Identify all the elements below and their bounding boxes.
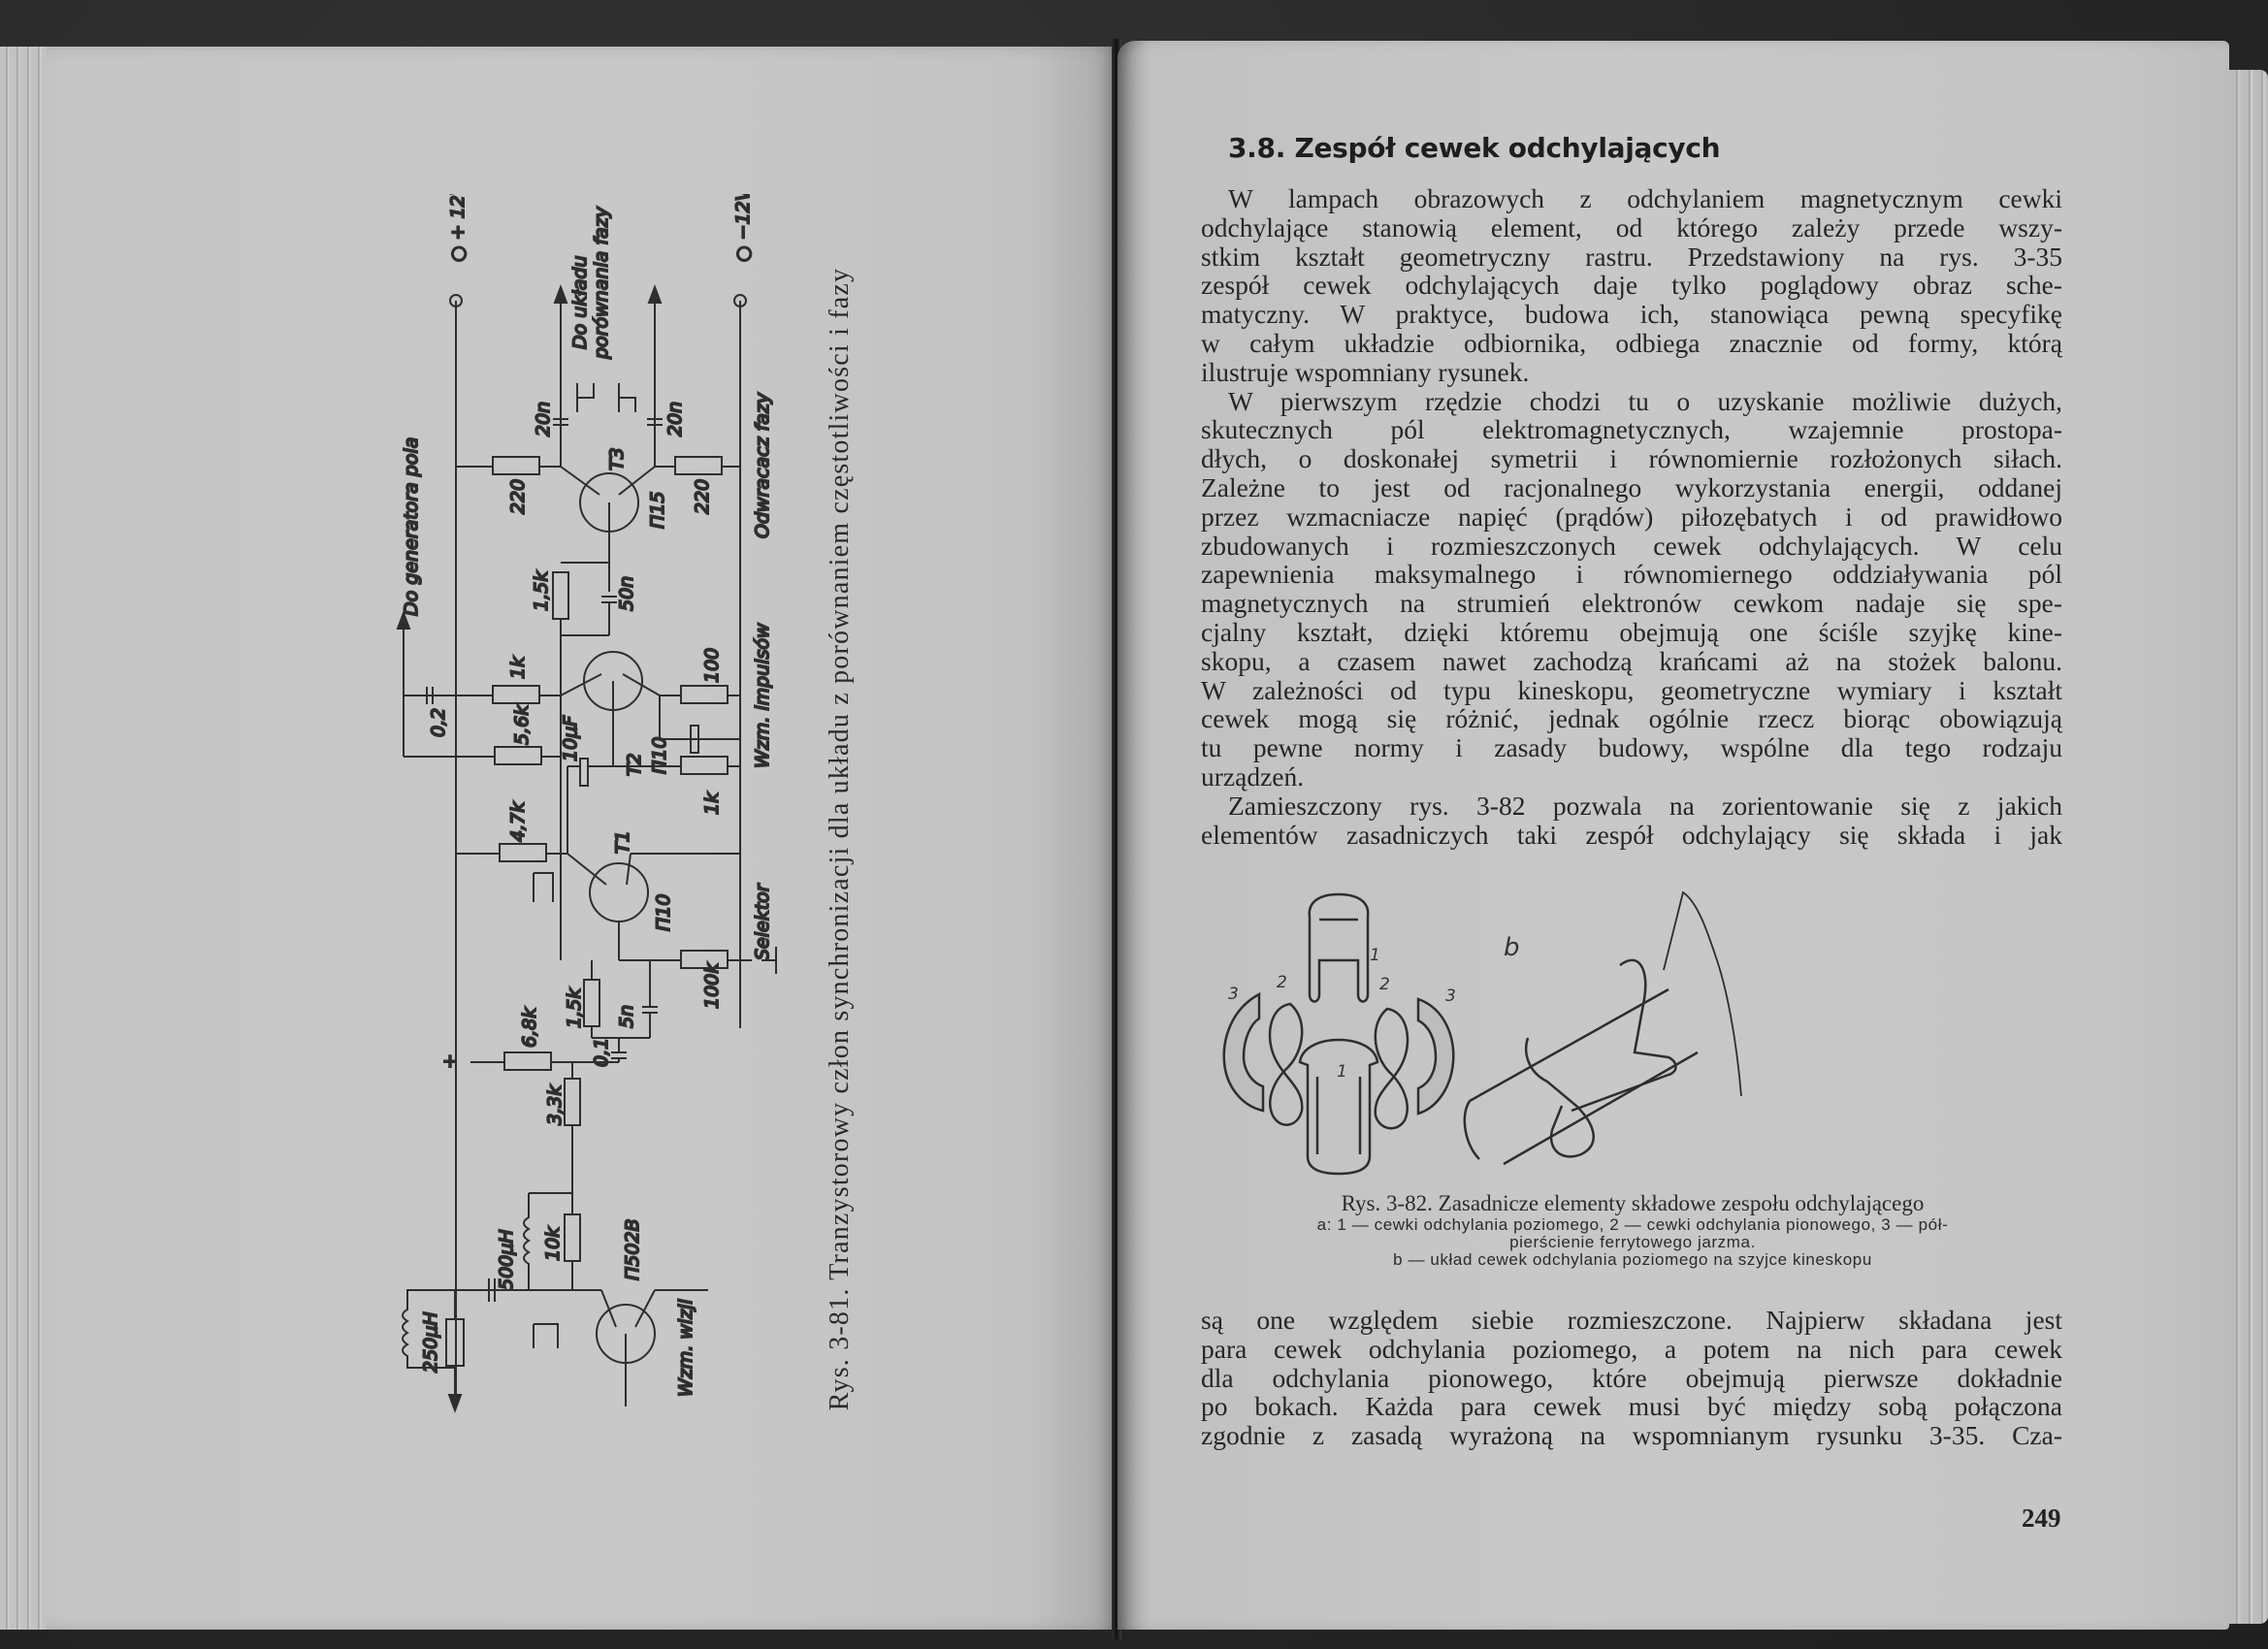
label-plus-12v: ○ + 12V: [447, 194, 469, 262]
vertical-coil-right: [1376, 1009, 1408, 1128]
figure-caption-line-a2: pierścienie ferrytowego jarzma.: [1509, 1233, 1756, 1251]
ferrite-half-ring-right: [1418, 999, 1453, 1114]
label-t2-type: П10: [649, 736, 670, 774]
sync-circuit-diagram: [369, 194, 815, 1416]
label-wzm-impulsow: Wzm. impulsów: [752, 623, 773, 768]
inductor-500uh: [524, 1193, 529, 1280]
label-t3: T3: [606, 447, 628, 470]
text-line: po bokach. Każda para cewek musi być między sobą połączona: [1201, 1391, 2062, 1422]
label-4-7k: 4,7k: [507, 801, 529, 842]
label-220-b: 220: [692, 478, 713, 514]
resistor-100: [681, 686, 728, 703]
text-line: matyczny. W praktyce, budowa ich, stanowiąca pewną specyfikę: [1201, 299, 2062, 330]
figure-label-3-right: 3: [1445, 986, 1456, 1006]
label-1k-a: 1k: [507, 656, 529, 679]
page-stack-edge-left: [0, 47, 47, 1630]
body-text-block-2: [1201, 1306, 2062, 1450]
text-line: ilustruje wspomniany rysunek.: [1201, 356, 1530, 387]
text-line: W pierwszym rzędzie chodzi tu o uzyskanie możliwie dużych,: [1228, 385, 2062, 416]
text-line: dłych, o doskonałej symetrii i równomiernie rozłożonych siłach.: [1201, 443, 2062, 474]
label-do-generatora: Do generatora pola: [401, 436, 422, 616]
figure-label-1-bottom: 1: [1337, 1062, 1347, 1082]
label-5n: 5n: [616, 1004, 637, 1028]
pulse-shape-3: [534, 873, 553, 902]
label-1k-b: 1k: [701, 792, 723, 815]
label-t1-type: П10: [653, 893, 674, 931]
pulse-shape-1: [577, 383, 594, 412]
label-100k: 100k: [701, 962, 723, 1009]
arrow-down-ground: [449, 1395, 461, 1410]
transistor-t1: [590, 863, 648, 922]
text-line: odchylające stanowią element, od którego zależy przede wszy-: [1201, 211, 2062, 242]
resistor-220-b: [675, 457, 722, 474]
label-10k: 10k: [542, 1226, 564, 1261]
body-text-block-1: [1201, 184, 2062, 849]
figure-caption-line-b: b — układ cewek odchylania poziomego na szyjce kineskopu: [1393, 1250, 1872, 1269]
figure-caption-title: Rys. 3-82. Zasadnicze elementy składowe zespołu odchylającego: [1341, 1191, 1925, 1215]
resistor-1-5k-b: [584, 980, 599, 1026]
resistor-5-6k: [495, 747, 541, 764]
text-line: skutecznych pól elektromagnetycznych, wzajemnie prostopa-: [1201, 414, 2062, 445]
text-line: tu pewne normy i zasady budowy, wspólne dla tego rodzaju: [1201, 732, 2062, 763]
label-20n-a: 20n: [533, 401, 554, 436]
text-line: magnetycznych na strumień elektronów cewkom nadaje się spe-: [1201, 588, 2062, 619]
text-line: zbudowanych i rozmieszczonych cewek odchylających. W celu: [1201, 530, 2062, 561]
label-250uh: 250μH: [420, 1311, 441, 1373]
label-1-5k-a: 1,5k: [531, 570, 552, 611]
figure-label-2-right: 2: [1379, 975, 1390, 994]
resistor-6-8k: [504, 1052, 551, 1070]
text-line: cjalny kształt, dzięki któremu obejmują one ściśle szyjkę kine-: [1201, 616, 2062, 647]
section-title: 3.8. Zespół cewek odchylających: [1228, 132, 1721, 164]
page-number: 249: [2022, 1504, 2061, 1533]
resistor-1-5k-a: [553, 572, 568, 619]
text-line: elementów zasadniczych taki zespół odchylający się składa i jak: [1201, 819, 2062, 850]
label-220-a: 220: [507, 478, 529, 514]
text-line: przez wzmacniacze napięć (prądów) piłozębatych i od prawidłowo: [1201, 501, 2062, 532]
horizontal-coil-on-neck: [1526, 960, 1675, 1156]
label-6-8k: 6,8k: [519, 1007, 540, 1048]
text-line: zapewnienia maksymalnego i równomiernego oddziaływania pól: [1201, 559, 2062, 590]
label-0-2: 0,2: [428, 707, 449, 737]
text-line: para cewek odchylania poziomego, a potem na nich para cewek: [1201, 1333, 2062, 1364]
text-line: Zamieszczony rys. 3-82 pozwala na zorientowanie się z jakich: [1228, 790, 2062, 821]
text-line: zgodnie z zasadą wyrażoną na wspomnianym rysunku 3-35. Cza-: [1201, 1420, 2062, 1451]
label-5-6k: 5,6k: [511, 704, 533, 745]
vertical-coil-left: [1270, 1004, 1302, 1125]
resistor-220-a: [493, 457, 539, 474]
label-3-3k: 3,3k: [544, 1084, 566, 1125]
label-minus-12v: ○ −12V: [732, 194, 754, 262]
text-line: dla odchylania pionowego, które obejmują pierwsze dokładnie: [1201, 1362, 2062, 1393]
figure-label-b: b: [1504, 933, 1520, 962]
label-t2: T2: [624, 753, 645, 776]
text-line: są one względem siebie rozmieszczone. Najpierw składana jest: [1201, 1305, 2062, 1335]
text-line: stkim kształt geometryczny rastru. Przedstawiony na rys. 3-35: [1201, 241, 2062, 272]
text-line: W lampach obrazowych z odchylaniem magnetycznym cewki: [1228, 183, 2062, 213]
resistor-1k-a: [493, 686, 539, 703]
resistor-4-7k: [500, 844, 546, 861]
label-10uf: 10μF: [560, 715, 581, 761]
figure-3-82: [1213, 873, 2086, 1183]
resistor-1k-b: [681, 757, 728, 774]
horizontal-coil-bottom: [1300, 1040, 1377, 1174]
label-porownania-fazy: porównania fazy: [591, 207, 612, 359]
text-line: skopu, a czasem nawet zachodzą krańcami aż na stożek balonu.: [1201, 645, 2062, 676]
text-line: zespół cewek odchylających daje tylko poglądowy obraz sche-: [1201, 270, 2062, 301]
arrow-up-1: [555, 287, 567, 303]
pulse-shape-2: [619, 383, 635, 412]
label-500uh: 500μH: [496, 1229, 517, 1290]
figure-label-3-left: 3: [1228, 985, 1239, 1004]
figure-caption-3-81: [825, 242, 863, 1436]
horizontal-coil-top: [1310, 894, 1368, 1002]
label-50n: 50n: [616, 575, 637, 611]
ferrite-half-ring-left: [1224, 994, 1263, 1111]
label-selektor: Selektor: [752, 884, 773, 960]
text-line: urządzeń.: [1201, 760, 1305, 792]
label-wzm-wizji: Wzm. wizji: [675, 1299, 697, 1397]
figure-caption-3-81-text: Rys. 3-81. Tranzystorowy człon synchronizacji dla układu z porównaniem częstotliwości i fazy: [825, 267, 855, 1411]
text-line: Zależne to jest od racjonalnego wykorzystania energii, oddanej: [1201, 471, 2062, 502]
label-100: 100: [701, 647, 723, 683]
label-t1: T1: [612, 830, 633, 854]
figure-label-2-left: 2: [1277, 973, 1287, 992]
pulse-shape-4: [534, 1324, 558, 1348]
text-line: W zależności od typu kineskopu, geometryczne wymiary i kształt: [1201, 674, 2062, 705]
label-0-1: 0,1: [591, 1037, 612, 1067]
arrow-up-2: [649, 287, 661, 303]
figure-caption-line-a: a: 1 — cewki odchylania poziomego, 2 — cewki odchylania pionowego, 3 — pół-: [1316, 1215, 1949, 1234]
resistor-10k: [565, 1214, 580, 1261]
label-20n-b: 20n: [664, 401, 686, 436]
capacitor-10uf: [580, 759, 588, 786]
label-1-5k-b: 1,5k: [564, 987, 585, 1028]
label-do-ukladu: Do układu: [569, 255, 591, 349]
label-t3-type: П15: [647, 491, 668, 529]
resistor-3-3k: [565, 1079, 580, 1125]
text-line: cewek mogą się różnić, jednak ogólnie rzecz biorąc obowiązują: [1201, 703, 2062, 734]
label-p502b: П502B: [622, 1218, 643, 1280]
label-plus: +: [442, 1051, 458, 1072]
figure-caption-3-82: [1201, 1191, 2064, 1269]
label-odwracacz-fazy: Odwracacz fazy: [752, 392, 773, 538]
page-stack-edge-right: [2229, 70, 2268, 1624]
text-line: w całym układzie odbiornika, odbiega znacznie od formy, którą: [1201, 327, 2062, 358]
figure-label-1-top: 1: [1370, 946, 1380, 965]
